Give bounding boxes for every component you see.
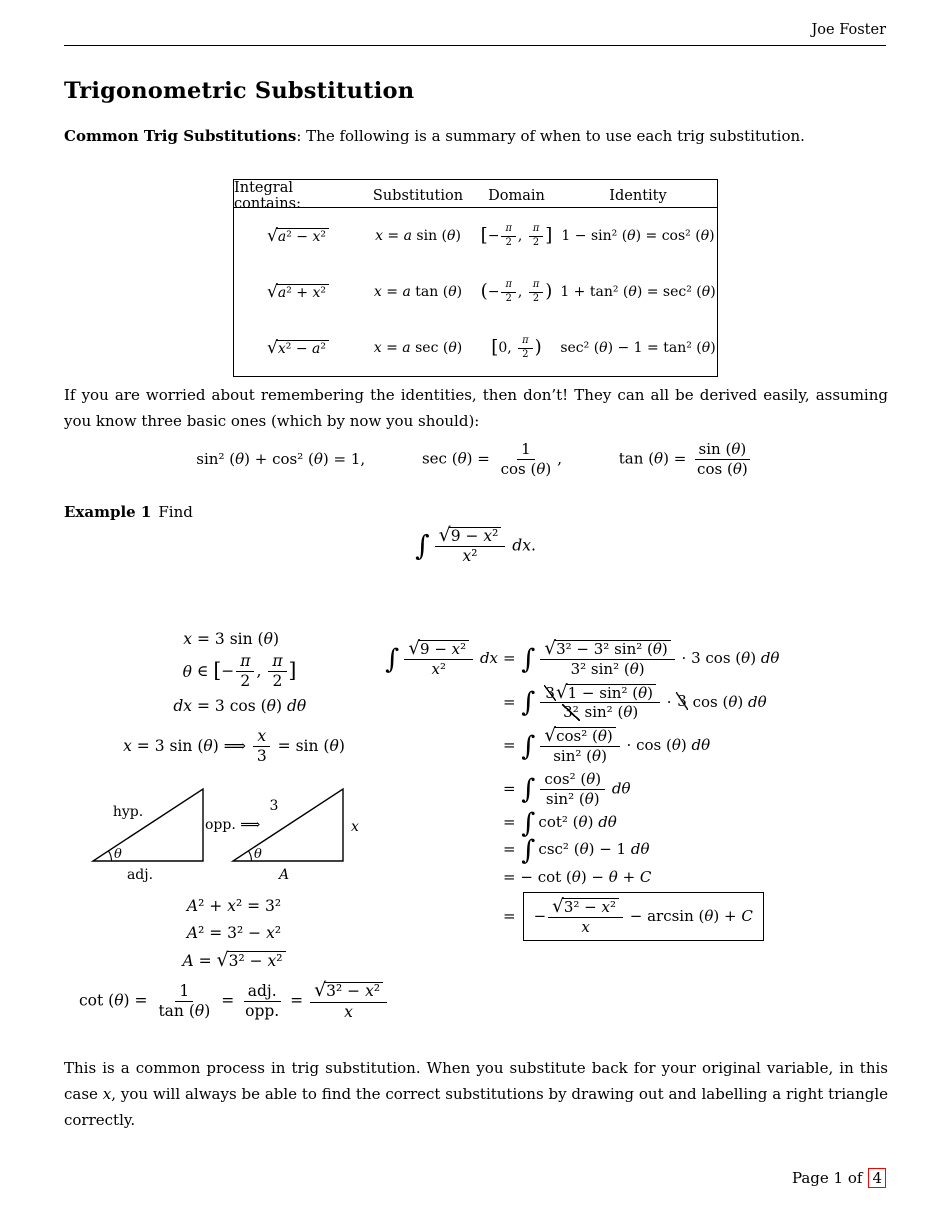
equation: cot (θ) = $\frac{1}{\tan (\theta)}$ = $\frac{\text{adj.}}{\text{opp.}}$ = √ 3² − x² x bbox=[79, 982, 389, 1021]
cot-identity-line bbox=[64, 979, 404, 1021]
substitution-line bbox=[64, 696, 404, 715]
basic-identities-row bbox=[64, 441, 886, 478]
example-heading bbox=[64, 503, 193, 521]
closing-variable: x bbox=[102, 1084, 112, 1103]
identity-pythagorean: sin² (θ) + cos² (θ) = 1, bbox=[196, 450, 366, 469]
generic-triangle bbox=[93, 789, 203, 861]
derivation-step: = ∫ $\frac{\text{cos² (θ)}}{\text{sin² (θ)}}$ dθ bbox=[503, 769, 631, 808]
table-header-domain: Domain bbox=[488, 188, 545, 204]
adjacent-value-label: A bbox=[278, 867, 290, 884]
table-header-identity: Identity bbox=[609, 188, 667, 204]
derivation-row bbox=[378, 727, 888, 765]
author-name: Joe Foster bbox=[811, 22, 886, 38]
adjacent-label: adj. bbox=[126, 867, 154, 884]
pythagoras-line bbox=[64, 897, 404, 915]
solve-a-line bbox=[64, 951, 404, 970]
equation: A² + x² = 3² bbox=[186, 897, 282, 916]
equation-rhs: ∈ [− $\frac{\pi}{2}$ , $\frac{\pi}{2}$ ] bbox=[197, 652, 297, 691]
derivation-row bbox=[378, 771, 888, 808]
cell-identity: 1 − sin² (θ) = cos² (θ) bbox=[561, 228, 715, 244]
implication-line bbox=[64, 728, 404, 766]
closing-text-2: , you will always be able to find the correct substitutions by drawing out and labelling a right triangle correctly. bbox=[64, 1084, 889, 1129]
derivation-row bbox=[378, 681, 888, 722]
equation-lhs: dx bbox=[173, 696, 192, 715]
example-number: Example 1 bbox=[64, 503, 152, 521]
derivation-step: = ∫ 3 √ 1 − sin² (θ) 3² sin² (θ) · 3 cos (θ) dθ bbox=[503, 681, 767, 722]
triangles-figure bbox=[78, 779, 400, 883]
derivation-step: = ∫ √ 3² − 3² sin² (θ) 3² sin² (θ) · 3 cos (θ) dθ bbox=[503, 638, 780, 678]
derivation-step: = ∫ cot² (θ) dθ bbox=[503, 808, 617, 840]
equation-rhs: = 3 cos (θ) dθ bbox=[197, 696, 307, 715]
derivation-step: = ∫ √ cos² (θ) sin² (θ) · cos (θ) dθ bbox=[503, 725, 711, 765]
intro-rest: : The following is a summary of when to use each trig substitution. bbox=[296, 127, 805, 145]
substitution-line bbox=[64, 629, 404, 648]
equation-lhs: x bbox=[183, 630, 192, 648]
cell-substitution: x = a sec (θ) bbox=[373, 340, 463, 356]
cell-integral-contains: √ a² − x² bbox=[267, 228, 329, 245]
substitution-line bbox=[64, 653, 404, 691]
cell-domain: (− $\frac{\pi}{2}$ , $\frac{\pi}{2}$ ) bbox=[480, 279, 553, 304]
equation-lhs: θ bbox=[182, 662, 192, 681]
implication-expression: x = 3 sin (θ) ⟹ $\frac{x}{3}$ = sin (θ) bbox=[123, 726, 345, 766]
hypotenuse-label: hyp. bbox=[112, 804, 144, 821]
derivation-row bbox=[378, 834, 888, 866]
hypotenuse-value-label: 3 bbox=[269, 798, 279, 815]
cell-substitution: x = a sin (θ) bbox=[375, 228, 461, 244]
example-instruction: Find bbox=[158, 503, 193, 521]
opposite-value-label: x bbox=[351, 819, 359, 836]
cell-integral-contains: √ a² + x² bbox=[267, 284, 329, 301]
derivation-row bbox=[378, 808, 888, 840]
identity-tangent: tan (θ) = $\frac{\sin (\theta)}{\cos (\theta)}$ bbox=[619, 441, 754, 478]
equation: A = √ 3² − x² bbox=[183, 951, 286, 970]
final-answer-box: − √ 3² − x² x − arcsin (θ) + C bbox=[523, 892, 764, 942]
table-header-row bbox=[234, 180, 717, 212]
cell-identity: sec² (θ) − 1 = tan² (θ) bbox=[560, 340, 716, 356]
identities-paragraph: If you are worried about remembering the identities, then don’t! They can all be derived easily, assuming you know three basic ones (which by now you should): bbox=[64, 386, 888, 430]
derivation-row bbox=[378, 640, 888, 678]
page-footer bbox=[792, 1169, 886, 1187]
page-number-link[interactable]: 4 bbox=[868, 1168, 886, 1188]
solve-a-squared-line bbox=[64, 924, 404, 942]
intro-paragraph bbox=[64, 127, 888, 145]
identity-secant: sec (θ) = $\frac{1}{\cos (\theta)}$ , bbox=[421, 440, 562, 478]
equation: A² = 3² − x² bbox=[186, 924, 282, 943]
cell-identity: 1 + tan² (θ) = sec² (θ) bbox=[560, 284, 716, 300]
cell-domain: [0, $\frac{\pi}{2}$ ) bbox=[491, 335, 542, 360]
angle-arc bbox=[249, 852, 252, 862]
derivation-row bbox=[378, 867, 888, 886]
page-title: Trigonometric Substitution bbox=[64, 78, 415, 104]
header-rule bbox=[64, 45, 886, 46]
example-integral-display bbox=[64, 524, 886, 566]
derivation-step: = ∫ csc² (θ) − 1 dθ bbox=[503, 834, 650, 866]
table-header-integral-contains: Integral contains: bbox=[234, 180, 301, 212]
table-row bbox=[234, 320, 717, 376]
theta-label: θ bbox=[254, 847, 262, 863]
angle-arc bbox=[109, 852, 112, 862]
equation-rhs: = 3 sin (θ) bbox=[197, 630, 279, 648]
opposite-arrow-label: opp. ⟹ bbox=[205, 817, 261, 834]
derivation-final bbox=[503, 892, 764, 942]
intro-lead: Common Trig Substitutions bbox=[64, 127, 297, 145]
derivation-step: = − cot (θ) − θ + C bbox=[503, 867, 652, 886]
derivation-lhs: ∫ √ 9 − x² x² dx bbox=[385, 638, 498, 678]
work-right-column bbox=[378, 640, 888, 947]
equals-sign: = bbox=[503, 906, 516, 925]
work-left-column bbox=[64, 629, 404, 1021]
theta-label: θ bbox=[114, 847, 122, 863]
table-header-substitution: Substitution bbox=[372, 188, 464, 204]
trig-substitution-table bbox=[233, 179, 718, 377]
closing-text-1: This is a common process in trig substitution. When you substitute back for your original variable, in this case bbox=[64, 1059, 888, 1103]
table-row bbox=[234, 208, 717, 264]
closing-paragraph bbox=[64, 1056, 888, 1134]
derivation-row-final bbox=[378, 892, 888, 942]
cell-integral-contains: √ x² − a² bbox=[267, 340, 329, 357]
page-number-text: Page 1 of bbox=[791, 1169, 863, 1187]
table-row bbox=[234, 264, 717, 320]
cell-substitution: x = a tan (θ) bbox=[373, 284, 463, 300]
integral-expression: ∫ √ 9 − x² x² dx. bbox=[415, 524, 536, 566]
cell-domain: [− $\frac{\pi}{2}$ , $\frac{\pi}{2}$ ] bbox=[480, 223, 553, 248]
